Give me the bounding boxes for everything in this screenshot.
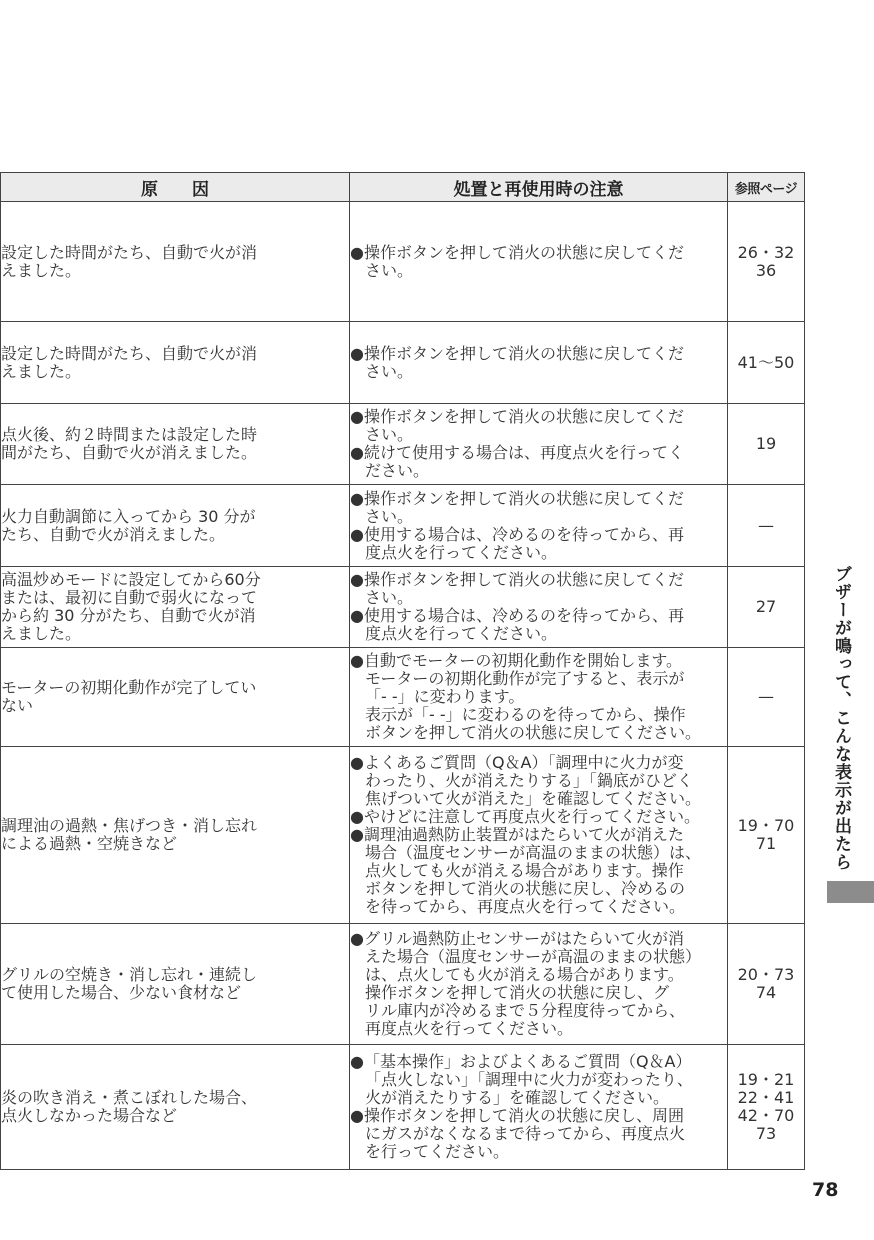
cause-line: 点火後、約２時間または設定した時 bbox=[1, 425, 258, 444]
action-bullet-line: ●使用する場合は、冷めるのを待ってから、再 bbox=[350, 606, 684, 625]
action-continuation-line: 度点火を行ってください。 bbox=[365, 624, 558, 643]
table-row bbox=[1, 322, 805, 404]
page-number: 78 bbox=[812, 1179, 839, 1201]
action-continuation-line: わったり、火が消えたりする」「鍋底がひどく bbox=[365, 771, 693, 790]
cause-line: 設定した時間がたち、自動で火が消 bbox=[1, 242, 258, 262]
ref-page-cell bbox=[728, 648, 805, 747]
ref-page-cell bbox=[728, 404, 805, 485]
ref-page-line: 41〜50 bbox=[737, 352, 795, 372]
ref-page-line: 36 bbox=[755, 260, 777, 280]
action-bullet-line: ●調理油過熱防止装置がはたらいて火が消えた bbox=[350, 825, 684, 844]
ref-page-cell bbox=[728, 747, 805, 924]
cause-cell bbox=[1, 567, 350, 648]
table-row bbox=[1, 567, 805, 648]
action-continuation-line: は、点火しても火が消える場合があります。 bbox=[365, 965, 684, 984]
ref-page-line: — bbox=[758, 515, 774, 535]
action-continuation-line: えた場合（温度センサーが高温のままの状態） bbox=[365, 947, 702, 966]
action-bullet-line: ●「基本操作」およびよくあるご質問（Q＆A） bbox=[350, 1052, 692, 1071]
side-index-tab bbox=[827, 881, 874, 903]
action-continuation-line: 焦げついて火が消えた」を確認してください。 bbox=[365, 789, 702, 808]
action-cell bbox=[350, 202, 728, 322]
action-continuation-line: 再度点火を行ってください。 bbox=[365, 1019, 574, 1038]
action-continuation-line: リル庫内が冷めるまで５分程度待ってから、 bbox=[365, 1001, 686, 1020]
cause-line: から約 30 分がたち、自動で火が消 bbox=[1, 606, 256, 625]
ref-page-line: 22・41 bbox=[737, 1088, 795, 1107]
action-bullet-line: ●グリル過熱防止センサーがはたらいて火が消 bbox=[350, 929, 684, 948]
cause-line: たち、自動で火が消えました。 bbox=[1, 524, 226, 544]
cause-line: 設定した時間がたち、自動で火が消 bbox=[1, 343, 258, 363]
cause-cell bbox=[1, 322, 350, 404]
ref-page-line: — bbox=[758, 687, 774, 706]
table-row bbox=[1, 485, 805, 567]
action-continuation-line: ださい。 bbox=[365, 461, 430, 480]
ref-page-line: 74 bbox=[755, 983, 777, 1002]
ref-page-cell bbox=[728, 202, 805, 322]
action-continuation-line: を待ってから、再度点火を行ってください。 bbox=[365, 897, 686, 916]
action-cell bbox=[350, 1045, 728, 1170]
action-continuation-line: さい。 bbox=[365, 361, 414, 381]
action-bullet-line: ●使用する場合は、冷めるのを待ってから、再 bbox=[350, 524, 684, 544]
action-continuation-line: 表示が「- -」に変わるのを待ってから、操作 bbox=[365, 705, 686, 724]
action-continuation-line: さい。 bbox=[365, 260, 414, 280]
side-section-title: ブザーが鳴って、こんな表示が出たら bbox=[831, 565, 851, 871]
action-cell bbox=[350, 648, 728, 747]
table-row bbox=[1, 1045, 805, 1170]
table-row bbox=[1, 747, 805, 924]
cause-line: 間がたち、自動で火が消えました。 bbox=[1, 443, 258, 462]
cause-cell bbox=[1, 747, 350, 924]
table-row bbox=[1, 924, 805, 1045]
header-cause: 原 因 bbox=[1, 173, 350, 202]
cause-line: 調理油の過熱・焦げつき・消し忘れ bbox=[1, 816, 258, 835]
action-continuation-line: 火が消えたりする」を確認してください。 bbox=[365, 1088, 670, 1107]
table-row bbox=[1, 648, 805, 747]
action-bullet-line: ●操作ボタンを押して消火の状態に戻し、周囲 bbox=[350, 1106, 684, 1125]
action-bullet-line: ●やけどに注意して再度点火を行ってください。 bbox=[350, 807, 700, 826]
cause-line: て使用した場合、少ない食材など bbox=[1, 983, 242, 1002]
action-continuation-line: さい。 bbox=[365, 506, 414, 526]
header-ref: 参照ページ bbox=[728, 173, 805, 202]
table-body bbox=[1, 202, 805, 1170]
action-continuation-line: さい。 bbox=[365, 425, 414, 444]
cause-line: ない bbox=[1, 696, 34, 715]
action-continuation-line: 「- -」に変わります。 bbox=[365, 687, 525, 706]
action-bullet-line: ●よくあるご質問（Q＆A）「調理中に火力が変 bbox=[350, 753, 684, 772]
ref-page-line: 42・70 bbox=[737, 1106, 795, 1125]
cause-cell bbox=[1, 1045, 350, 1170]
action-continuation-line: さい。 bbox=[365, 588, 414, 607]
cause-line: 火力自動調節に入ってから 30 分が bbox=[1, 506, 256, 526]
ref-page-line: 19・70 bbox=[737, 816, 795, 835]
action-continuation-line: 度点火を行ってください。 bbox=[365, 542, 558, 562]
action-continuation-line: 点火しても火が消える場合があります。操作 bbox=[365, 861, 684, 880]
cause-cell bbox=[1, 404, 350, 485]
table-row bbox=[1, 404, 805, 485]
action-bullet-line: ●続けて使用する場合は、再度点火を行ってく bbox=[350, 443, 684, 462]
action-cell bbox=[350, 747, 728, 924]
cause-cell bbox=[1, 648, 350, 747]
ref-page-line: 20・73 bbox=[737, 965, 795, 984]
ref-page-line: 71 bbox=[755, 834, 777, 853]
cause-line: 炎の吹き消え・煮こぼれした場合、 bbox=[1, 1088, 258, 1107]
ref-page-line: 19 bbox=[755, 434, 777, 453]
action-continuation-line: を行ってください。 bbox=[365, 1142, 510, 1161]
action-cell bbox=[350, 322, 728, 404]
cause-line: えました。 bbox=[1, 361, 82, 381]
ref-page-cell bbox=[728, 567, 805, 648]
table-row bbox=[1, 202, 805, 322]
action-bullet-line: ●操作ボタンを押して消火の状態に戻してくだ bbox=[350, 343, 684, 363]
cause-line: 高温炒めモードに設定してから60分 bbox=[1, 570, 261, 589]
action-continuation-line: 「点火しない」「調理中に火力が変わったり、 bbox=[365, 1070, 693, 1089]
action-bullet-line: ●操作ボタンを押して消火の状態に戻してくだ bbox=[350, 570, 684, 589]
action-continuation-line: にガスがなくなるまで待ってから、再度点火 bbox=[365, 1124, 686, 1143]
action-continuation-line: モーターの初期化動作が完了すると、表示が bbox=[365, 669, 685, 688]
action-bullet-line: ●自動でモーターの初期化動作を開始します。 bbox=[350, 651, 683, 670]
action-continuation-line: 操作ボタンを押して消火の状態に戻し、グ bbox=[365, 983, 670, 1002]
cause-line: えました。 bbox=[1, 624, 82, 643]
ref-page-line: 27 bbox=[755, 597, 777, 616]
ref-page-cell bbox=[728, 322, 805, 404]
cause-line: モーターの初期化動作が完了してい bbox=[1, 678, 257, 697]
ref-page-cell bbox=[728, 1045, 805, 1170]
action-bullet-line: ●操作ボタンを押して消火の状態に戻してくだ bbox=[350, 488, 684, 508]
cause-cell bbox=[1, 202, 350, 322]
ref-page-cell bbox=[728, 485, 805, 567]
troubleshooting-table bbox=[0, 172, 805, 1170]
action-continuation-line: 場合（温度センサーが高温のままの状態）は、 bbox=[365, 843, 702, 862]
cause-cell bbox=[1, 924, 350, 1045]
action-continuation-line: ボタンを押して消火の状態に戻してください。 bbox=[365, 723, 702, 742]
ref-page-cell bbox=[728, 924, 805, 1045]
cause-line: えました。 bbox=[1, 260, 82, 280]
action-bullet-line: ●操作ボタンを押して消火の状態に戻してくだ bbox=[350, 242, 684, 262]
action-continuation-line: ボタンを押して消火の状態に戻し、冷めるの bbox=[365, 879, 686, 898]
ref-page-line: 73 bbox=[755, 1124, 777, 1143]
action-cell bbox=[350, 485, 728, 567]
table-header-row bbox=[1, 173, 805, 202]
cause-line: による過熱・空焼きなど bbox=[1, 834, 178, 853]
header-action: 処置と再使用時の注意 bbox=[350, 173, 728, 202]
cause-line: または、最初に自動で弱火になって bbox=[1, 588, 258, 607]
ref-page-line: 19・21 bbox=[737, 1070, 795, 1089]
action-cell bbox=[350, 567, 728, 648]
action-cell bbox=[350, 404, 728, 485]
action-cell bbox=[350, 924, 728, 1045]
ref-page-line: 26・32 bbox=[737, 242, 795, 262]
cause-line: 点火しなかった場合など bbox=[1, 1106, 178, 1125]
cause-cell bbox=[1, 485, 350, 567]
action-bullet-line: ●操作ボタンを押して消火の状態に戻してくだ bbox=[350, 407, 684, 426]
cause-line: グリルの空焼き・消し忘れ・連続し bbox=[1, 965, 258, 984]
